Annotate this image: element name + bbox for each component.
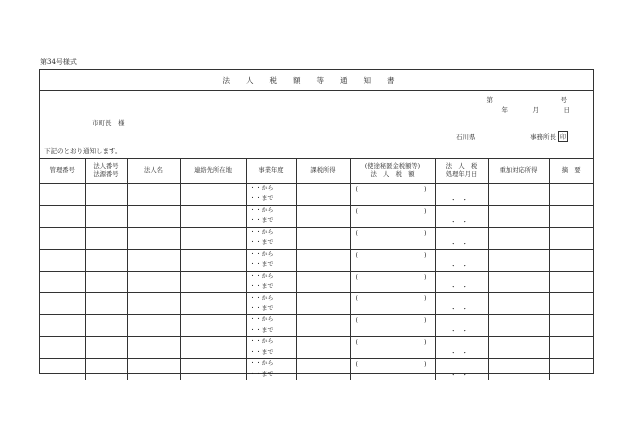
table-cell[interactable] xyxy=(549,337,593,359)
table-row xyxy=(40,271,593,293)
paren-open: ( xyxy=(355,250,359,259)
table-cell[interactable] xyxy=(180,271,246,293)
paren-close: ) xyxy=(423,206,427,215)
period-to: ・・まで xyxy=(249,217,274,225)
column-header xyxy=(127,159,180,184)
date-dots: ・・ xyxy=(450,261,473,270)
table-cell[interactable] xyxy=(40,249,85,271)
processing-date-cell[interactable] xyxy=(435,337,488,359)
table-cell[interactable] xyxy=(296,271,350,293)
column-header-line: 課税所得 xyxy=(310,167,336,175)
paren-open: ( xyxy=(355,206,359,215)
paren-open: ( xyxy=(355,316,359,325)
table-cell[interactable] xyxy=(488,315,549,337)
paren-open: ( xyxy=(355,338,359,347)
table-cell[interactable] xyxy=(296,227,350,249)
column-header-line: 連絡先所在地 xyxy=(194,167,232,175)
table-cell[interactable] xyxy=(40,293,85,315)
secret-fund-parentheses xyxy=(356,294,427,302)
paren-open: ( xyxy=(355,228,359,237)
table-cell[interactable] xyxy=(127,293,180,315)
table-cell[interactable] xyxy=(127,271,180,293)
table-cell[interactable] xyxy=(488,359,549,380)
date-dots: ・・ xyxy=(450,305,473,314)
table-cell[interactable] xyxy=(180,205,246,227)
fiscal-period-cell[interactable] xyxy=(246,184,296,206)
table-cell[interactable] xyxy=(40,359,85,380)
tax-amount-cell[interactable] xyxy=(350,249,435,271)
date-dots: ・・ xyxy=(450,327,473,336)
period-to: ・・まで xyxy=(249,283,274,290)
table-cell[interactable] xyxy=(85,271,127,293)
processing-date-cell[interactable] xyxy=(435,315,488,337)
table-cell[interactable] xyxy=(549,293,593,315)
period-from: ・・から xyxy=(249,185,274,193)
date-dots: ・・ xyxy=(450,349,473,358)
paren-open: ( xyxy=(355,294,359,303)
table-cell[interactable] xyxy=(488,227,549,249)
table-cell[interactable] xyxy=(85,249,127,271)
column-header xyxy=(40,159,85,184)
fiscal-period-cell[interactable] xyxy=(246,271,296,293)
tax-amount-cell[interactable] xyxy=(350,271,435,293)
period-to: ・・まで xyxy=(249,195,274,203)
seal-mark: 印 xyxy=(558,131,568,142)
column-header-line: 摘 要 xyxy=(561,167,581,175)
column-header xyxy=(246,159,296,184)
secret-fund-parentheses xyxy=(356,229,427,237)
tax-amount-cell[interactable] xyxy=(350,359,435,380)
table-cell[interactable] xyxy=(40,227,85,249)
table-cell[interactable] xyxy=(127,227,180,249)
notice-table xyxy=(40,158,593,380)
table-cell[interactable] xyxy=(40,184,85,206)
table-cell[interactable] xyxy=(127,359,180,380)
table-row xyxy=(40,227,593,249)
table-cell[interactable] xyxy=(127,205,180,227)
table-cell[interactable] xyxy=(488,337,549,359)
tax-amount-cell[interactable] xyxy=(350,205,435,227)
table-cell[interactable] xyxy=(488,249,549,271)
form-title: 法人税額等通知書 xyxy=(40,70,593,91)
table-row xyxy=(40,293,593,315)
fiscal-period-cell[interactable] xyxy=(246,315,296,337)
table-cell[interactable] xyxy=(85,359,127,380)
fiscal-period-cell[interactable] xyxy=(246,205,296,227)
period-from: ・・から xyxy=(249,250,274,258)
fiscal-period-cell[interactable] xyxy=(246,227,296,249)
processing-date-cell[interactable] xyxy=(435,227,488,249)
column-header xyxy=(488,159,549,184)
column-header-line: 法 人 税 額 xyxy=(370,171,415,178)
table-row xyxy=(40,337,593,359)
secret-fund-parentheses xyxy=(356,207,427,215)
column-header xyxy=(549,159,593,184)
date-dots: ・・ xyxy=(450,239,473,248)
column-header-line: 管理番号 xyxy=(49,167,75,175)
secret-fund-parentheses xyxy=(356,316,427,324)
paren-open: ( xyxy=(355,185,359,193)
table-cell[interactable] xyxy=(488,293,549,315)
notice-text: 下記のとおり通知します。 xyxy=(44,147,122,155)
office-label-text: 事務所長 xyxy=(530,133,556,141)
prefecture: 石川県 xyxy=(456,133,476,141)
table-cell[interactable] xyxy=(85,227,127,249)
period-from: ・・から xyxy=(249,272,274,280)
period-from: ・・から xyxy=(249,360,274,368)
column-header xyxy=(296,159,350,184)
table-cell[interactable] xyxy=(127,249,180,271)
period-from: ・・から xyxy=(249,338,274,346)
table-cell[interactable] xyxy=(296,205,350,227)
table-cell[interactable] xyxy=(40,271,85,293)
paren-close: ) xyxy=(423,272,427,281)
table-row xyxy=(40,205,593,227)
secret-fund-parentheses xyxy=(356,273,427,281)
column-header xyxy=(85,159,127,184)
period-to: ・・まで xyxy=(249,261,274,269)
period-to: ・・まで xyxy=(249,348,274,356)
table-cell[interactable] xyxy=(85,184,127,206)
column-header xyxy=(435,159,488,184)
processing-date-cell[interactable] xyxy=(435,184,488,206)
table-cell[interactable] xyxy=(296,315,350,337)
paren-close: ) xyxy=(423,250,427,259)
table-cell[interactable] xyxy=(488,271,549,293)
table-cell[interactable] xyxy=(488,184,549,206)
table-cell[interactable] xyxy=(180,359,246,380)
table-cell[interactable] xyxy=(549,227,593,249)
tax-amount-cell[interactable] xyxy=(350,315,435,337)
table-cell[interactable] xyxy=(549,205,593,227)
paren-open: ( xyxy=(355,360,359,369)
date-dots: ・・ xyxy=(450,195,473,204)
paren-close: ) xyxy=(423,294,427,303)
fiscal-period-cell[interactable] xyxy=(246,293,296,315)
date-dots: ・・ xyxy=(450,371,473,380)
table-cell[interactable] xyxy=(549,271,593,293)
table-cell[interactable] xyxy=(40,337,85,359)
date-label: 年 月 日 xyxy=(501,106,579,114)
table-cell[interactable] xyxy=(296,249,350,271)
period-to: ・・まで xyxy=(249,326,274,334)
table-cell[interactable] xyxy=(296,359,350,380)
table-cell[interactable] xyxy=(180,184,246,206)
table-row xyxy=(40,359,593,380)
processing-date-cell[interactable] xyxy=(435,293,488,315)
tax-amount-cell[interactable] xyxy=(350,184,435,206)
table-cell[interactable] xyxy=(85,337,127,359)
table-cell[interactable] xyxy=(85,293,127,315)
table-cell[interactable] xyxy=(549,359,593,380)
processing-date-cell[interactable] xyxy=(435,205,488,227)
column-header-line: 法源番号 xyxy=(93,171,119,178)
table-cell[interactable] xyxy=(549,315,593,337)
table-cell[interactable] xyxy=(549,249,593,271)
processing-date-cell[interactable] xyxy=(435,249,488,271)
secret-fund-parentheses xyxy=(356,185,427,193)
table-cell[interactable] xyxy=(40,205,85,227)
form-number: 第34号様式 xyxy=(40,58,77,66)
table-cell[interactable] xyxy=(296,184,350,206)
fiscal-period-cell[interactable] xyxy=(246,249,296,271)
table-header-row xyxy=(40,159,593,184)
table-cell[interactable] xyxy=(296,337,350,359)
column-header-line: 事業年度 xyxy=(258,167,284,175)
column-header-line: 処理年月日 xyxy=(445,171,478,178)
table-cell[interactable] xyxy=(549,184,593,206)
tax-amount-cell[interactable] xyxy=(350,337,435,359)
column-header-line: (使途秘匿金税額等) xyxy=(364,163,421,171)
paren-close: ) xyxy=(423,316,427,325)
secret-fund-parentheses xyxy=(356,360,427,368)
column-header xyxy=(180,159,246,184)
column-header-line: 法 人 税 xyxy=(445,163,478,171)
period-to: ・・まで xyxy=(249,239,274,247)
fiscal-period-cell[interactable] xyxy=(246,359,296,380)
date-dots: ・・ xyxy=(450,217,473,226)
number-label: 第 号 xyxy=(486,96,579,104)
period-from: ・・から xyxy=(249,228,274,236)
table-cell[interactable] xyxy=(296,293,350,315)
column-header-line: 法人名 xyxy=(144,167,163,175)
table-cell[interactable] xyxy=(127,315,180,337)
table-cell[interactable] xyxy=(180,227,246,249)
period-to: ・・まで xyxy=(249,304,274,312)
table-row xyxy=(40,184,593,206)
processing-date-cell[interactable] xyxy=(435,359,488,380)
processing-date-cell[interactable] xyxy=(435,271,488,293)
table-cell[interactable] xyxy=(180,293,246,315)
paren-open: ( xyxy=(355,272,359,281)
paren-close: ) xyxy=(423,338,427,347)
notice-form xyxy=(39,69,594,380)
table-cell[interactable] xyxy=(85,205,127,227)
table-cell[interactable] xyxy=(488,205,549,227)
period-from: ・・から xyxy=(249,294,274,302)
table-cell[interactable] xyxy=(180,315,246,337)
table-cell[interactable] xyxy=(85,315,127,337)
paren-close: ) xyxy=(423,185,427,193)
table-cell[interactable] xyxy=(127,337,180,359)
period-to: ・・まで xyxy=(249,370,274,378)
paren-close: ) xyxy=(423,360,427,369)
fiscal-period-cell[interactable] xyxy=(246,337,296,359)
table-cell[interactable] xyxy=(40,315,85,337)
date-dots: ・・ xyxy=(450,283,473,292)
tax-amount-cell[interactable] xyxy=(350,227,435,249)
table-cell[interactable] xyxy=(180,337,246,359)
column-header xyxy=(350,159,435,184)
table-cell[interactable] xyxy=(127,184,180,206)
table-row xyxy=(40,249,593,271)
column-header-line: 法人番号 xyxy=(93,163,119,171)
paren-close: ) xyxy=(423,228,427,237)
addressee: 市町長 様 xyxy=(92,119,125,127)
period-from: ・・から xyxy=(249,206,274,214)
table-cell[interactable] xyxy=(180,249,246,271)
table-body xyxy=(40,184,593,381)
column-header-line: 重加対応所得 xyxy=(499,167,538,175)
secret-fund-parentheses xyxy=(356,338,427,346)
tax-amount-cell[interactable] xyxy=(350,293,435,315)
table-row xyxy=(40,315,593,337)
secret-fund-parentheses xyxy=(356,251,427,259)
period-from: ・・から xyxy=(249,316,274,324)
office-label xyxy=(530,131,568,142)
